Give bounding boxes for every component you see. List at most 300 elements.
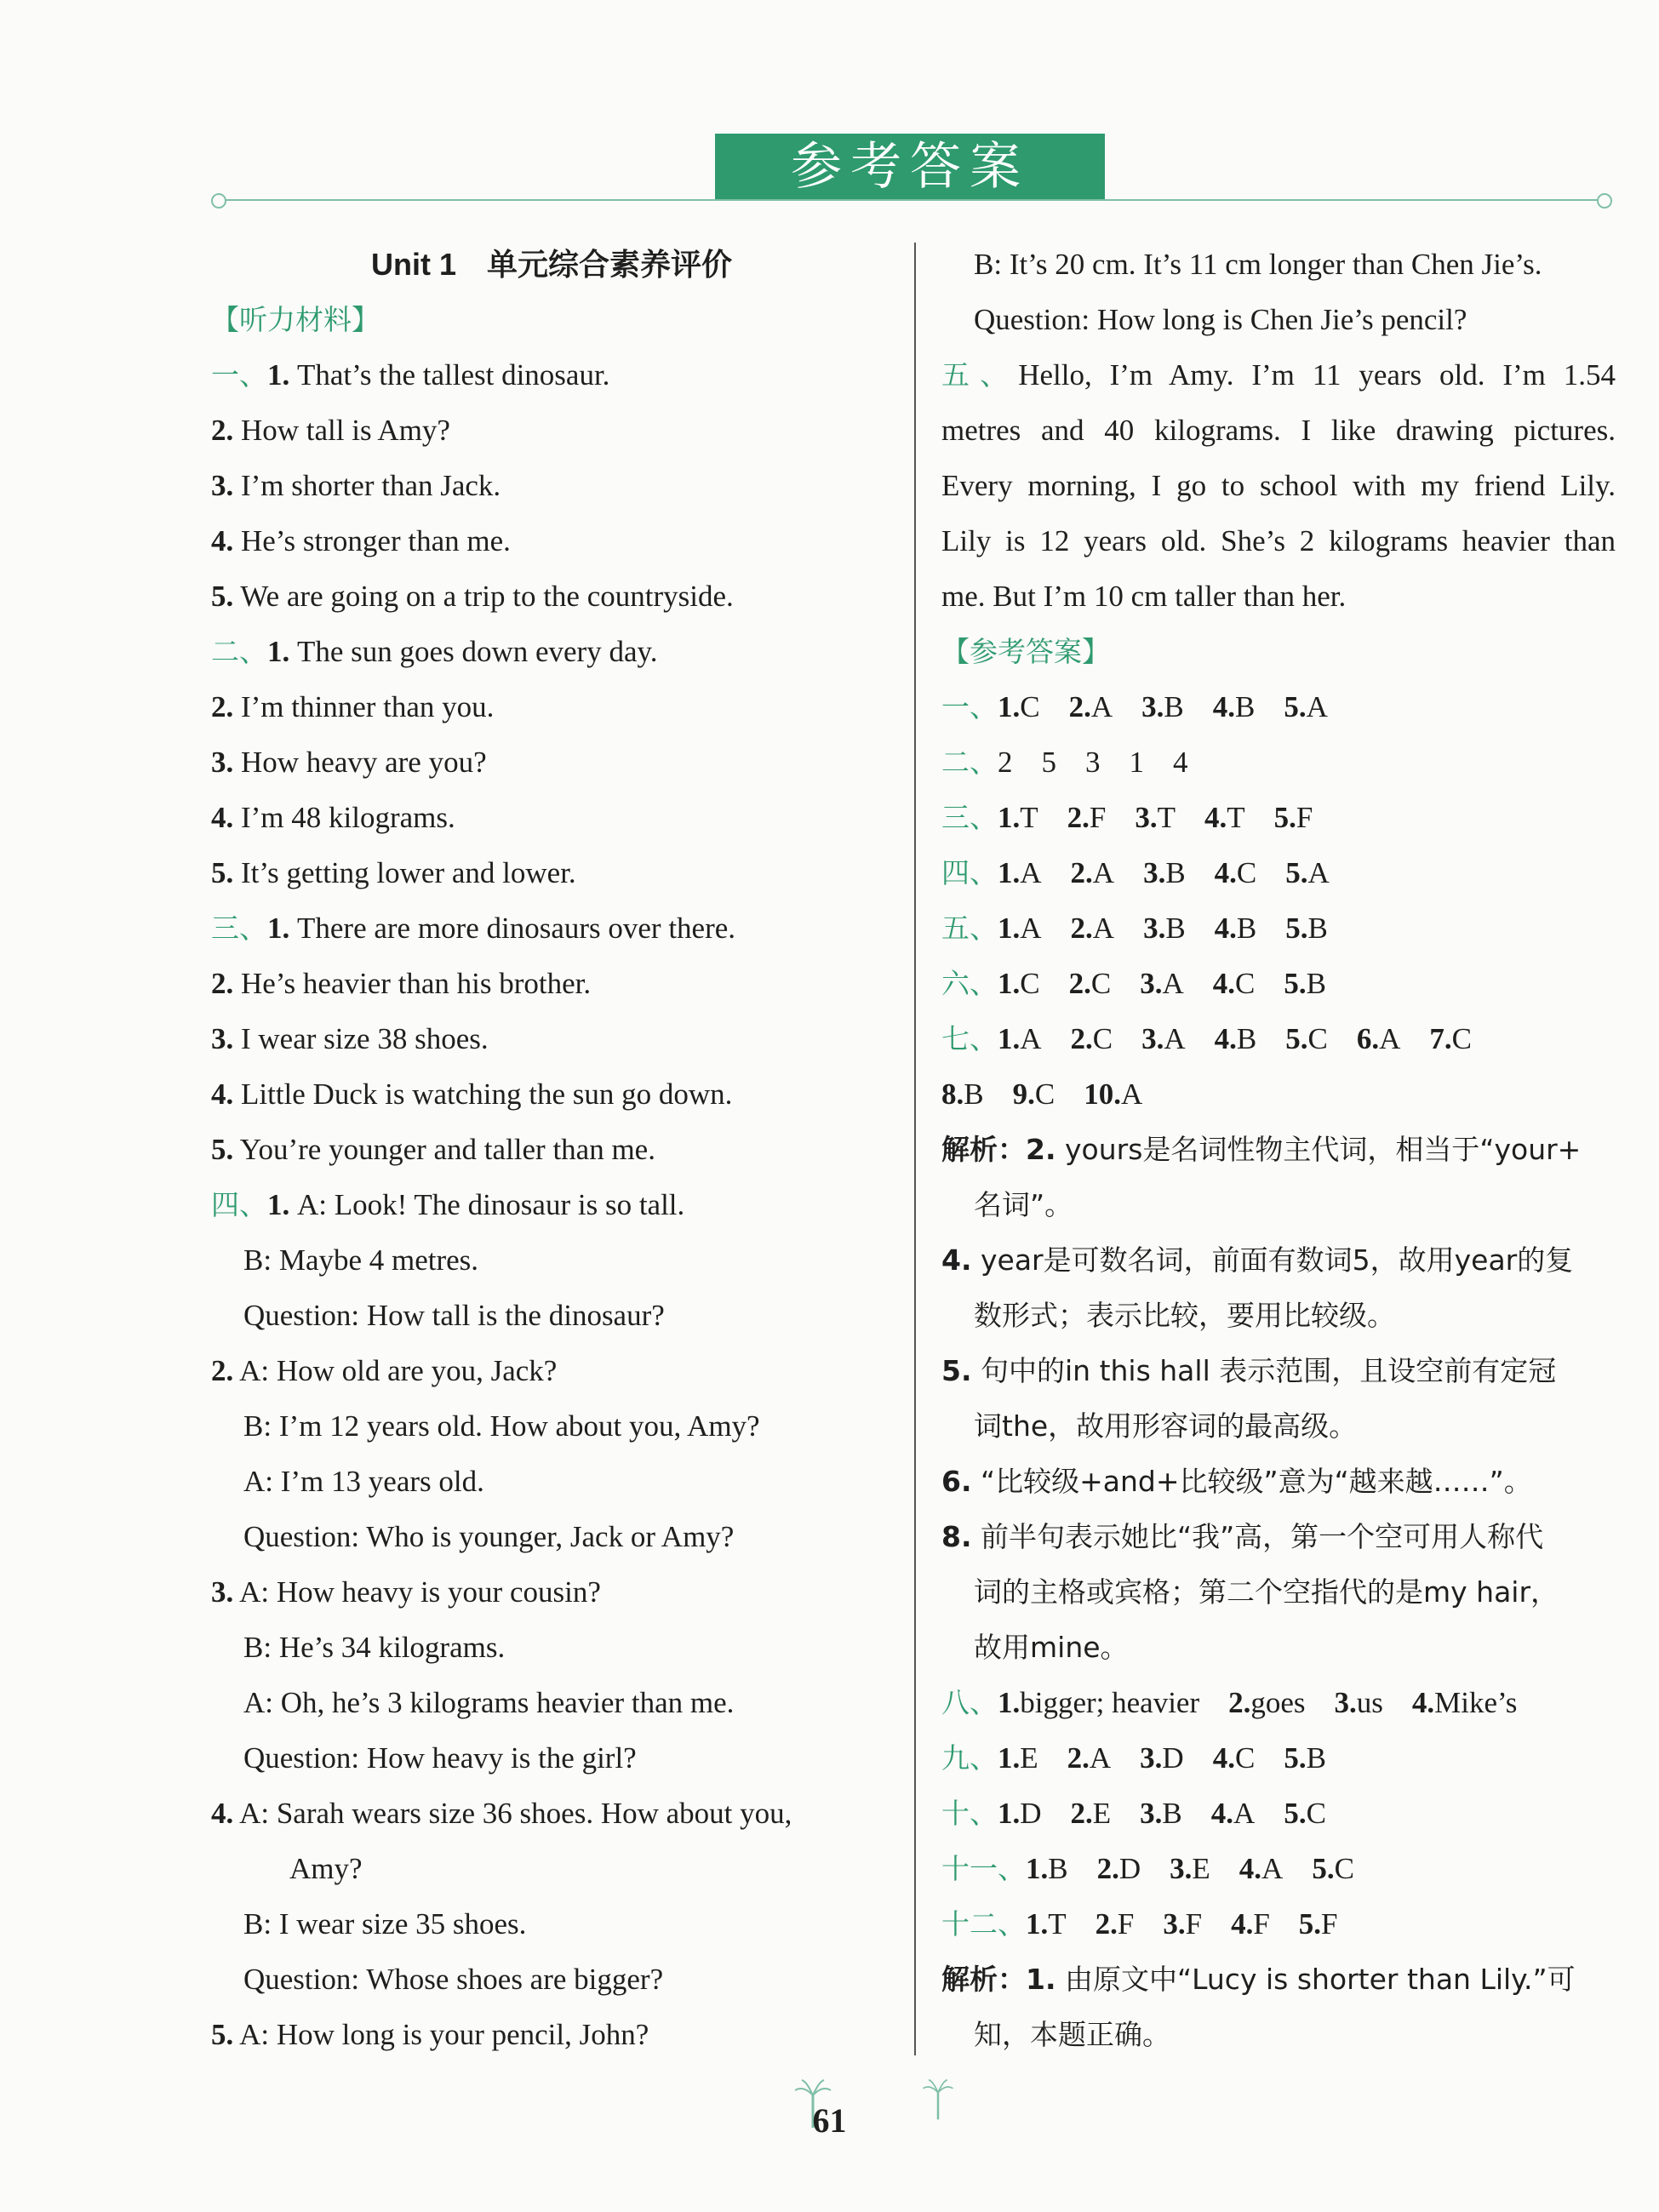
answer-item: [1213, 679, 1256, 734]
answer-item: [1284, 1786, 1326, 1841]
answer-item: [1173, 734, 1188, 790]
section-number: 三、: [211, 912, 267, 945]
item-number: 3.: [211, 1575, 234, 1609]
line-text: B: Maybe 4 metres.: [243, 1243, 479, 1277]
listening-line: [211, 900, 892, 956]
listening-line: [211, 1011, 892, 1066]
answer-item: [1284, 1730, 1326, 1786]
item-number: 8.: [941, 1520, 972, 1553]
page-title: 参考答案: [715, 134, 1105, 200]
answer-item: [998, 900, 1042, 956]
answer-value: A: [1020, 912, 1042, 945]
listening-line: [211, 1564, 892, 1620]
section-number: 六、: [941, 967, 998, 1000]
answer-item: [998, 956, 1040, 1011]
item-number: 1.: [1026, 1907, 1049, 1941]
item-number: 1.: [998, 1686, 1021, 1719]
item-number: 9.: [1012, 1077, 1035, 1111]
answer-row: [941, 900, 1622, 956]
line-text: He’s heavier than his brother.: [233, 967, 592, 1000]
section-number: 十二、: [941, 1907, 1026, 1941]
line-text: 词the，故用形容词的最高级。: [974, 1409, 1358, 1443]
answer-item: [1069, 956, 1112, 1011]
section-number: 三、: [941, 801, 998, 834]
item-number: 3.: [1143, 856, 1166, 889]
answer-item: [1067, 790, 1107, 845]
item-number: 5.: [1285, 856, 1308, 889]
answer-item: [998, 790, 1038, 845]
item-number: 2.: [1070, 912, 1093, 945]
answer-item: [1067, 1730, 1112, 1786]
listening-line: B: It’s 20 cm. It’s 11 cm longer than Chen Jie’s.: [974, 248, 1542, 281]
listening-line: [211, 1896, 892, 1952]
line-text: It’s getting lower and lower.: [233, 856, 576, 889]
listening-line: [211, 1066, 892, 1122]
item-number: 8.: [941, 1077, 964, 1111]
listening-line: [211, 1177, 892, 1232]
answer-item: [998, 845, 1042, 900]
item-number: 5.: [1284, 1741, 1307, 1775]
item-number: 4.: [941, 1243, 972, 1277]
line-text: How heavy are you?: [233, 746, 487, 779]
answer-value: F: [1089, 801, 1107, 834]
answer-row: [941, 1011, 1622, 1066]
answer-item: [998, 679, 1040, 734]
answer-value: F: [1185, 1907, 1203, 1941]
item-number: 4.: [1212, 1741, 1235, 1775]
answer-value: 4: [1173, 746, 1188, 779]
line-text: 由原文中“Lucy is shorter than Lily.”可: [1055, 1963, 1576, 1996]
answer-item: [1170, 1841, 1210, 1896]
answer-row: [941, 956, 1622, 1011]
line-text: 故用mine。: [974, 1631, 1129, 1664]
answer-value: F: [1253, 1907, 1270, 1941]
answer-value: C: [1334, 1852, 1354, 1885]
answer-item: [1274, 790, 1313, 845]
passage-line: [941, 513, 1622, 569]
answer-value: B: [1165, 912, 1186, 945]
item-number: 6.: [941, 1465, 972, 1498]
item-number: 1.: [1026, 1963, 1056, 1996]
item-number: 4.: [1411, 1686, 1435, 1719]
listening-line: [211, 1343, 892, 1398]
answer-row: [941, 1675, 1622, 1730]
item-number: 3.: [1135, 801, 1158, 834]
item-number: 5.: [1285, 1022, 1308, 1055]
answer-item: [1213, 1730, 1256, 1786]
analysis-line: [941, 1620, 1622, 1675]
line-text: Every morning, I go to school with my friend Lily.: [941, 469, 1616, 502]
item-number: 2.: [1026, 1133, 1056, 1166]
answer-value: B: [1235, 690, 1256, 723]
answer-item: [998, 734, 1013, 790]
answer-value: D: [1020, 1797, 1042, 1830]
line-text: Question: Who is younger, Jack or Amy?: [243, 1520, 735, 1553]
answer-item: [1211, 1786, 1256, 1841]
line-text: A: I’m 13 years old.: [243, 1465, 484, 1498]
line-text: me. But I’m 10 cm taller than her.: [941, 580, 1347, 613]
answer-row: [941, 679, 1622, 734]
passage-line: [941, 347, 1622, 403]
item-number: 5.: [211, 580, 234, 613]
answer-value: 5: [1041, 746, 1056, 779]
line-text: I’m shorter than Jack.: [233, 469, 501, 502]
answer-value: A: [1090, 690, 1113, 723]
answer-item: [1026, 1841, 1068, 1896]
line-text: 前半句表示她比“我”高，第一个空可用人称代: [971, 1520, 1544, 1553]
answer-row: [941, 1841, 1622, 1896]
column-divider: [914, 243, 916, 2055]
analysis-line: [941, 1232, 1622, 1288]
item-number: 4.: [1204, 801, 1227, 834]
analysis-line: [941, 2007, 1622, 2062]
answer-value: A: [1092, 912, 1115, 945]
line-text: Little Duck is watching the sun go down.: [233, 1077, 733, 1111]
left-column: [211, 237, 892, 2062]
item-number: 3.: [1141, 1022, 1164, 1055]
answer-item: [1071, 900, 1115, 956]
answer-item: [1085, 734, 1101, 790]
listening-line: [211, 513, 892, 569]
section-number: 五、: [941, 912, 998, 945]
passage-line: [941, 569, 1622, 624]
answer-value: C: [1090, 967, 1112, 1000]
listening-line: [211, 845, 892, 900]
item-number: 1.: [998, 801, 1021, 834]
answer-value: A: [1020, 856, 1042, 889]
answer-item: [1429, 1011, 1472, 1066]
line-text: 词的主格或宾格；第二个空指代的是my hair，: [974, 1575, 1559, 1609]
item-number: 2.: [1070, 1797, 1093, 1830]
answer-item: [1231, 1896, 1270, 1952]
item-number: 4.: [1214, 912, 1237, 945]
answer-item: [1299, 1896, 1338, 1952]
item-number: 10.: [1084, 1077, 1121, 1111]
item-number: 4.: [1214, 856, 1237, 889]
line-text: The sun goes down every day.: [289, 635, 658, 668]
answer-value: 1: [1129, 746, 1144, 779]
answer-item: [1141, 679, 1184, 734]
passage-line: [941, 458, 1622, 513]
answer-value: D: [1118, 1852, 1141, 1885]
analysis-line: [941, 1343, 1622, 1398]
item-number: 1.: [267, 1188, 290, 1221]
answer-item: [1215, 845, 1257, 900]
item-number: 5.: [211, 856, 234, 889]
answer-item: [1096, 1896, 1135, 1952]
answer-value: C: [1234, 1741, 1256, 1775]
answer-item: [1215, 900, 1257, 956]
answer-value: B: [1162, 1797, 1182, 1830]
line-text: I’m thinner than you.: [233, 690, 495, 723]
answer-row: [941, 1896, 1622, 1952]
section-number: 五、: [941, 358, 1019, 392]
answer-value: A: [1162, 967, 1184, 1000]
answer-value: B: [1307, 912, 1328, 945]
answer-item: [1013, 1066, 1055, 1122]
answer-item: [998, 1675, 1199, 1730]
line-text: “比较级+and+比较级”意为“越来越……”。: [971, 1465, 1532, 1498]
item-number: 1.: [267, 635, 290, 668]
answer-item: [1412, 1675, 1517, 1730]
listening-line: [211, 1841, 892, 1896]
analysis-line: [941, 1454, 1622, 1509]
palm-right-icon: [921, 2078, 955, 2121]
answer-item: [1312, 1841, 1354, 1896]
answer-value: C: [1235, 967, 1256, 1000]
answer-row: [941, 1066, 1622, 1122]
answer-value: 3: [1085, 746, 1101, 779]
item-number: 3.: [1334, 1686, 1357, 1719]
line-text: A: How old are you, Jack?: [233, 1354, 558, 1387]
line-text: Hello, I’m Amy. I’m 11 years old. I’m 1.54: [1018, 358, 1616, 392]
answer-value: T: [1048, 1907, 1067, 1941]
answer-value: bigger; heavier: [1020, 1686, 1200, 1719]
answer-item: [998, 1786, 1042, 1841]
answer-item: [941, 1066, 984, 1122]
item-number: 2.: [211, 1354, 234, 1387]
listening-line: Question: How long is Chen Jie’s pencil?: [974, 303, 1467, 336]
page-number: 61: [812, 2101, 847, 2140]
answer-value: A: [1089, 1741, 1112, 1775]
answer-value: E: [1092, 1797, 1112, 1830]
answer-value: A: [1261, 1852, 1284, 1885]
answer-value: B: [1165, 856, 1186, 889]
section-number: 二、: [941, 746, 998, 779]
analysis-line: [941, 1564, 1622, 1620]
answer-item: [998, 1730, 1038, 1786]
line-text: I wear size 38 shoes.: [233, 1022, 489, 1055]
item-number: 5.: [1284, 1797, 1307, 1830]
listening-line: [211, 1730, 892, 1786]
item-number: 3.: [1140, 967, 1163, 1000]
item-number: 2.: [1070, 856, 1093, 889]
answer-item: [1026, 1896, 1067, 1952]
listening-line: [211, 1786, 892, 1841]
unit-title: Unit 1 单元综合素养评价: [370, 247, 732, 282]
item-number: 3.: [1141, 690, 1164, 723]
item-number: 4.: [1214, 1022, 1237, 1055]
item-number: 3.: [1143, 912, 1166, 945]
listening-line: [211, 1232, 892, 1288]
answer-item: [1285, 900, 1328, 956]
item-number: 4.: [1212, 690, 1235, 723]
item-number: 2.: [211, 690, 234, 723]
line-text: A: Oh, he’s 3 kilograms heavier than me.: [243, 1686, 735, 1719]
listening-line: [211, 347, 892, 403]
answer-item: [1097, 1841, 1141, 1896]
listening-line: [211, 458, 892, 513]
answer-value: F: [1117, 1907, 1135, 1941]
answer-value: Mike’s: [1434, 1686, 1518, 1719]
answer-value: C: [1020, 690, 1040, 723]
answer-item: [1140, 1730, 1184, 1786]
listening-line: [211, 569, 892, 624]
answer-value: C: [1451, 1022, 1473, 1055]
item-number: 2.: [211, 967, 234, 1000]
line-text: That’s the tallest dinosaur.: [289, 358, 610, 392]
item-number: 2.: [1068, 967, 1091, 1000]
title-divider: [223, 199, 1602, 201]
answer-item: [1084, 1066, 1142, 1122]
passage-line: [941, 403, 1622, 458]
answer-row: [941, 734, 1622, 790]
item-number: 5.: [1284, 690, 1307, 723]
answer-row: [941, 845, 1622, 900]
listening-line: [211, 734, 892, 790]
answer-item: [1140, 1786, 1182, 1841]
answer-value: A: [1020, 1022, 1042, 1055]
answer-value: A: [1120, 1077, 1143, 1111]
answer-value: C: [1034, 1077, 1055, 1111]
answer-item: [1071, 845, 1115, 900]
line-text: Question: Whose shoes are bigger?: [243, 1963, 664, 1996]
divider-dot-left: [211, 193, 226, 209]
divider-dot-right: [1597, 193, 1612, 209]
listening-line: [211, 1454, 892, 1509]
section-number: 一、: [211, 358, 267, 392]
line-text: How tall is Amy?: [233, 414, 450, 447]
answers-section-heading: 【参考答案】: [941, 635, 1110, 668]
answer-value: B: [1048, 1852, 1068, 1885]
answer-value: F: [1321, 1907, 1338, 1941]
item-number: 1.: [998, 1022, 1021, 1055]
item-number: 2.: [1068, 690, 1091, 723]
item-number: 2.: [211, 414, 234, 447]
line-text: Lily is 12 years old. She’s 2 kilograms heavier than: [941, 524, 1616, 557]
answer-item: [1228, 1675, 1305, 1730]
item-number: 5.: [1285, 912, 1308, 945]
answer-value: C: [1307, 1022, 1328, 1055]
answer-item: [1215, 1011, 1257, 1066]
item-number: 1.: [998, 967, 1021, 1000]
answer-value: B: [964, 1077, 984, 1111]
item-number: 5.: [211, 1133, 234, 1166]
answer-item: [1071, 1011, 1113, 1066]
item-number: 5.: [1284, 967, 1307, 1000]
analysis-line: [941, 1398, 1622, 1454]
item-number: 4.: [211, 524, 234, 557]
item-number: 7.: [1429, 1022, 1452, 1055]
item-number: 3.: [211, 469, 234, 502]
analysis-line: [941, 1952, 1622, 2007]
answer-value: goes: [1250, 1686, 1306, 1719]
answer-value: A: [1379, 1022, 1401, 1055]
section-number: 一、: [941, 690, 998, 723]
item-number: 2.: [1070, 1022, 1093, 1055]
item-number: 1.: [267, 358, 290, 392]
answer-item: [1042, 734, 1057, 790]
item-number: 3.: [211, 1022, 234, 1055]
listening-line: [211, 624, 892, 679]
answer-value: C: [1092, 1022, 1113, 1055]
answer-item: [1130, 734, 1145, 790]
item-number: 2.: [1067, 801, 1090, 834]
answer-value: C: [1306, 1797, 1326, 1830]
answer-row: [941, 1730, 1622, 1786]
answer-item: [1204, 790, 1245, 845]
listening-line: [211, 679, 892, 734]
answer-value: E: [1192, 1852, 1210, 1885]
listening-line: [211, 1288, 892, 1343]
line-text: B: I wear size 35 shoes.: [243, 1907, 527, 1941]
listening-line: [211, 1952, 892, 2007]
section-number: 四、: [211, 1188, 267, 1221]
item-number: 6.: [1356, 1022, 1380, 1055]
answer-value: A: [1307, 856, 1330, 889]
line-text: metres and 40 kilograms. I like drawing pictures.: [941, 414, 1616, 447]
item-number: 5.: [1298, 1907, 1322, 1941]
line-text: 数形式；表示比较，要用比较级。: [974, 1299, 1395, 1332]
line-text: year是可数名词，前面有数词5，故用year的复: [971, 1243, 1574, 1277]
item-number: 1.: [998, 690, 1021, 723]
answer-row: [941, 790, 1622, 845]
line-text: Question: How tall is the dinosaur?: [243, 1299, 665, 1332]
item-number: 2.: [1067, 1741, 1090, 1775]
answer-value: A: [1233, 1797, 1256, 1830]
section-number: 七、: [941, 1022, 998, 1055]
answer-value: T: [1020, 801, 1038, 834]
answer-item: [1285, 845, 1330, 900]
answer-value: B: [1306, 1741, 1326, 1775]
answer-item: [1143, 845, 1186, 900]
listening-line: [211, 403, 892, 458]
item-number: 5.: [211, 2018, 234, 2051]
item-number: 3.: [211, 746, 234, 779]
answer-item: [1239, 1841, 1284, 1896]
analysis-line: [941, 1177, 1622, 1232]
item-number: 5.: [941, 1354, 972, 1387]
item-number: 1.: [998, 912, 1021, 945]
line-text: 名词”。: [974, 1188, 1073, 1221]
section-number: 四、: [941, 856, 998, 889]
item-number: 3.: [1170, 1852, 1193, 1885]
answer-value: B: [1164, 690, 1184, 723]
answer-item: [1135, 790, 1176, 845]
answer-value: B: [1236, 1022, 1257, 1055]
line-text: There are more dinosaurs over there.: [289, 912, 736, 945]
item-number: 5.: [1312, 1852, 1335, 1885]
line-text: You’re younger and taller than me.: [233, 1133, 655, 1166]
answer-item: [998, 1011, 1042, 1066]
listening-line: [211, 1398, 892, 1454]
listening-line: [211, 1620, 892, 1675]
answer-item: [1071, 1786, 1112, 1841]
answer-item: [1285, 1011, 1328, 1066]
answer-row: [941, 1786, 1622, 1841]
listening-line: [211, 790, 892, 845]
answer-value: T: [1157, 801, 1176, 834]
item-number: 4.: [1231, 1907, 1254, 1941]
answer-value: T: [1227, 801, 1245, 834]
answer-item: [1357, 1011, 1401, 1066]
line-text: A: How long is your pencil, John?: [233, 2018, 649, 2051]
answer-item: [1213, 956, 1256, 1011]
right-column: [941, 237, 1622, 2062]
section-number: 二、: [211, 635, 267, 668]
item-number: 4.: [1210, 1797, 1234, 1830]
answer-value: B: [1306, 967, 1326, 1000]
line-text: I’m 48 kilograms.: [233, 801, 455, 834]
item-number: 2.: [1228, 1686, 1251, 1719]
line-text: Amy?: [289, 1852, 363, 1885]
item-number: 3.: [1163, 1907, 1186, 1941]
answer-value: A: [1164, 1022, 1186, 1055]
answer-value: F: [1296, 801, 1313, 834]
answer-value: A: [1306, 690, 1328, 723]
answer-value: A: [1092, 856, 1115, 889]
item-number: 1.: [267, 912, 290, 945]
